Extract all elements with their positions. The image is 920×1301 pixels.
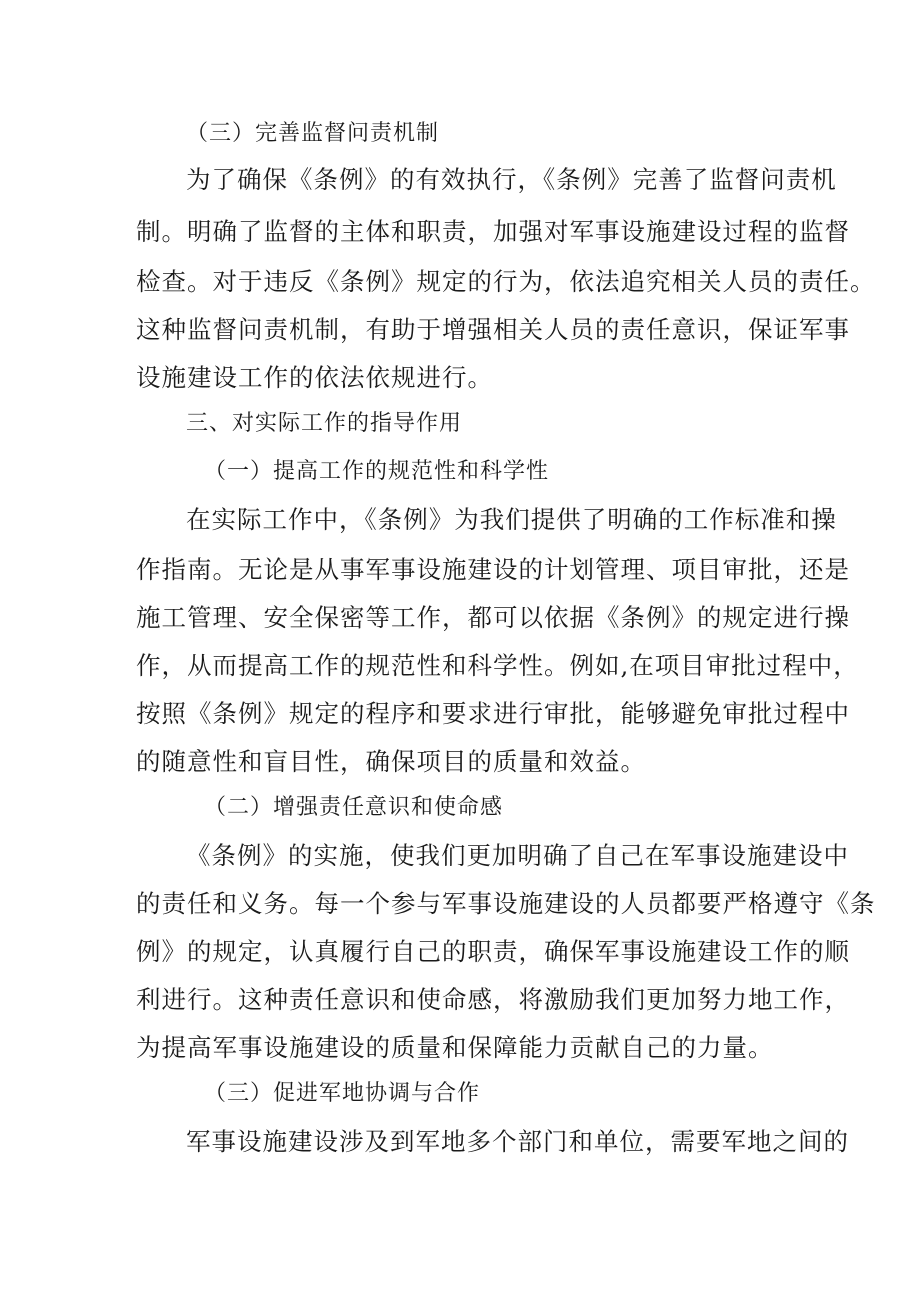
paragraph-line: 的随意性和盲目性，确保项目的质量和效益。	[136, 747, 646, 776]
section-heading-1-standardization: （一）提高工作的规范性和科学性	[204, 459, 550, 484]
paragraph-line: 这种监督问责机制，有助于增强相关人员的责任意识，保证军事	[136, 315, 850, 344]
paragraph-line: 检查。对于违反《条例》规定的行为，依法追究相关人员的责任。	[136, 267, 876, 296]
section-heading-2-responsibility: （二）增强责任意识和使命感	[204, 795, 504, 820]
paragraph-line: 设施建设工作的依法依规进行。	[136, 363, 493, 392]
paragraph-line: 作指南。无论是从事军事设施建设的计划管理、项目审批，还是	[136, 555, 850, 584]
paragraph-line: 制。明确了监督的主体和职责，加强对军事设施建设过程的监督	[136, 217, 850, 246]
paragraph-line: 施工管理、安全保密等工作，都可以依据《条例》的规定进行操	[136, 603, 850, 632]
paragraph-line: 在实际工作中，《条例》为我们提供了明确的工作标准和操	[186, 505, 837, 534]
paragraph-line: 利进行。这种责任意识和使命感，将激励我们更加努力地工作，	[136, 985, 850, 1014]
paragraph-line: 《条例》的实施，使我们更加明确了自己在军事设施建设中	[186, 841, 849, 870]
paragraph-line: 的责任和义务。每一个参与军事设施建设的人员都要严格遵守《条	[136, 889, 876, 918]
section-heading-3-supervision: （三）完善监督问责机制	[186, 121, 440, 146]
section-heading-3-civil-military: （三）促进军地协调与合作	[204, 1081, 481, 1106]
paragraph-line: 军事设施建设涉及到军地多个部门和单位，需要军地之间的	[186, 1127, 849, 1156]
chapter-heading-3: 三、对实际工作的指导作用	[186, 411, 463, 436]
paragraph-line: 为了确保《条例》的有效执行，《条例》完善了监督问责机	[186, 165, 837, 194]
paragraph-line: 为提高军事设施建设的质量和保障能力贡献自己的力量。	[136, 1033, 774, 1062]
paragraph-line: 作，从而提高工作的规范性和科学性。例如,在项目审批过程中，	[136, 651, 859, 680]
paragraph-line: 按照《条例》规定的程序和要求进行审批，能够避免审批过程中	[136, 699, 850, 728]
paragraph-line: 例》的规定，认真履行自己的职责，确保军事设施建设工作的顺	[136, 937, 850, 966]
